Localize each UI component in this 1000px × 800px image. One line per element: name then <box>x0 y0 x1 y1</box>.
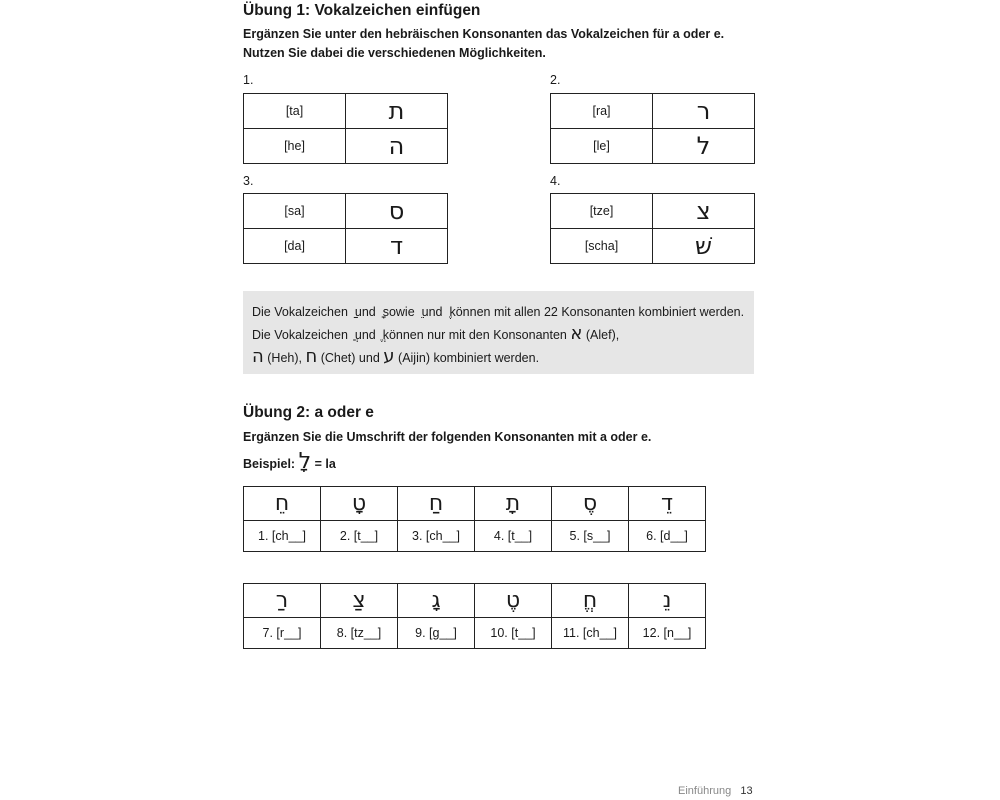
answer-cell[interactable]: 10. [t__] <box>475 618 552 649</box>
page-footer <box>678 785 753 797</box>
hebrew-letter-cell[interactable]: ס <box>346 194 448 229</box>
table-row <box>551 194 755 229</box>
exercise-1-title: Übung 1: Vokalzeichen einfügen <box>243 2 481 19</box>
translit-cell: [da] <box>244 229 346 264</box>
answer-cell[interactable]: 6. [d__] <box>629 521 706 552</box>
answer-cell[interactable]: 8. [tz__] <box>321 618 398 649</box>
group-3-label: 3. <box>243 174 254 188</box>
answer-cell[interactable]: 4. [t__] <box>475 521 552 552</box>
hebrew-syllable-cell: חֵ <box>244 487 321 521</box>
letter-heh: ה <box>252 346 264 367</box>
table-row <box>244 487 706 521</box>
table-row <box>244 129 448 164</box>
note-word: sowie <box>382 305 415 319</box>
translit-cell: [tze] <box>551 194 653 229</box>
letter-aijin: ע <box>383 346 395 367</box>
info-note-text <box>252 301 747 369</box>
note-word: (Aijin) kombiniert werden. <box>398 351 540 365</box>
answer-cell[interactable]: 12. [n__] <box>629 618 706 649</box>
hebrew-letter-cell[interactable]: ה <box>346 129 448 164</box>
letter-alef: א <box>570 323 583 344</box>
note-word: (Chet) und <box>320 351 380 365</box>
note-text: können nur mit den Konsonanten <box>382 328 567 342</box>
example-line <box>243 449 336 478</box>
transcription-table-2 <box>243 583 706 649</box>
hebrew-syllable-cell: דֵ <box>629 487 706 521</box>
footer-section: Einführung <box>678 785 732 797</box>
hebrew-syllable-cell: טֶ <box>475 584 552 618</box>
translit-cell: [le] <box>551 129 653 164</box>
hebrew-syllable-cell: תָ <box>475 487 552 521</box>
table-row <box>551 229 755 264</box>
table-row <box>244 521 706 552</box>
hebrew-letter-cell[interactable]: שׁ <box>653 229 755 264</box>
hebrew-syllable-cell: רַ <box>244 584 321 618</box>
note-word: (Heh), <box>267 351 302 365</box>
hebrew-letter-cell[interactable]: ל <box>653 129 755 164</box>
answer-cell[interactable]: 2. [t__] <box>321 521 398 552</box>
exercise-2-title: Übung 2: a oder e <box>243 404 374 421</box>
answer-cell[interactable]: 7. [r__] <box>244 618 321 649</box>
table-row <box>551 94 755 129</box>
note-text: können mit allen 22 Konsonanten kombiniert werden. Die Vokalzeichen <box>252 305 745 342</box>
vowel-table-4 <box>550 193 755 264</box>
table-row <box>244 229 448 264</box>
answer-cell[interactable]: 11. [ch__] <box>552 618 629 649</box>
hebrew-syllable-cell: צַ <box>321 584 398 618</box>
answer-cell[interactable]: 1. [ch__] <box>244 521 321 552</box>
vowel-table-1 <box>243 93 448 164</box>
hebrew-syllable-cell: נֵ <box>629 584 706 618</box>
page-number: 13 <box>740 785 753 797</box>
translit-cell: [ra] <box>551 94 653 129</box>
info-note-box <box>243 291 754 374</box>
translit-cell: [he] <box>244 129 346 164</box>
note-word: (Alef), <box>585 328 620 342</box>
example-letter: לָ <box>298 449 312 474</box>
hebrew-syllable-cell: גָ <box>398 584 475 618</box>
hebrew-syllable-cell: טָ <box>321 487 398 521</box>
transcription-table-1 <box>243 486 706 552</box>
table-row <box>244 584 706 618</box>
example-result: = la <box>314 457 336 471</box>
note-text: Die Vokalzeichen <box>252 305 348 319</box>
hebrew-syllable-cell: סֶ <box>552 487 629 521</box>
vowel-table-2 <box>550 93 755 164</box>
table-row <box>551 129 755 164</box>
hebrew-syllable-cell: חֱ <box>552 584 629 618</box>
hebrew-letter-cell[interactable]: ר <box>653 94 755 129</box>
group-1-label: 1. <box>243 73 254 87</box>
answer-cell[interactable]: 5. [s__] <box>552 521 629 552</box>
note-word: und <box>354 328 376 342</box>
note-word: und <box>421 305 443 319</box>
letter-chet: ח <box>305 346 318 367</box>
table-row <box>244 618 706 649</box>
group-4-label: 4. <box>550 174 561 188</box>
table-row <box>244 94 448 129</box>
answer-cell[interactable]: 3. [ch__] <box>398 521 475 552</box>
translit-cell: [sa] <box>244 194 346 229</box>
exercise-1-instruction: Ergänzen Sie unter den hebräischen Konsonanten das Vokalzeichen für a oder e. Nutzen Sie dabei die verschiedenen Möglichkeiten. <box>243 27 725 60</box>
hebrew-syllable-cell: חַ <box>398 487 475 521</box>
vowel-table-3 <box>243 193 448 264</box>
hebrew-letter-cell[interactable]: ד <box>346 229 448 264</box>
translit-cell: [ta] <box>244 94 346 129</box>
example-label: Beispiel: <box>243 457 296 471</box>
hebrew-letter-cell[interactable]: ת <box>346 94 448 129</box>
table-row <box>244 194 448 229</box>
group-2-label: 2. <box>550 73 561 87</box>
translit-cell: [scha] <box>551 229 653 264</box>
answer-cell[interactable]: 9. [g__] <box>398 618 475 649</box>
hebrew-letter-cell[interactable]: צ <box>653 194 755 229</box>
note-word: und <box>354 305 376 319</box>
exercise-2-instruction: Ergänzen Sie die Umschrift der folgenden Konsonanten mit a oder e. <box>243 430 652 444</box>
